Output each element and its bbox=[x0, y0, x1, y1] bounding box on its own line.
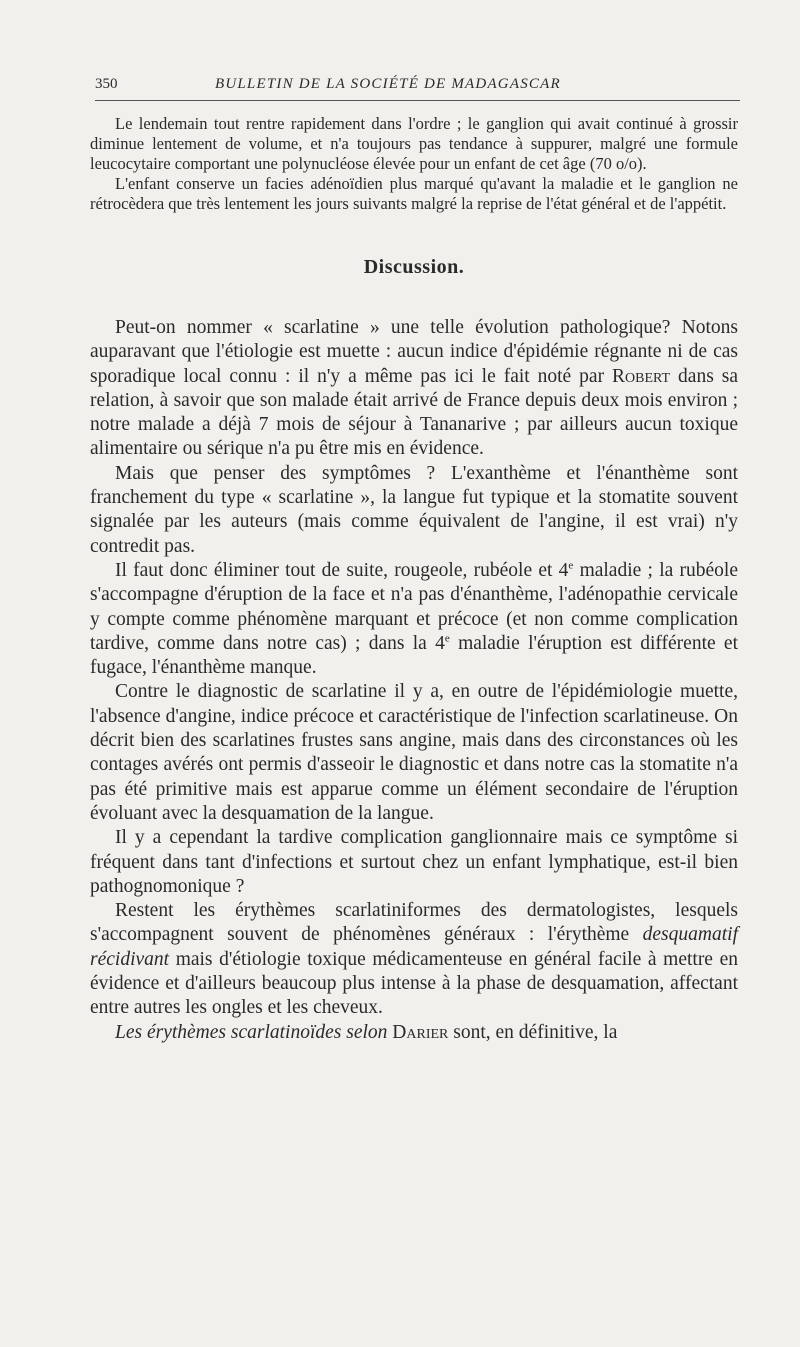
paragraph-text: Peut-on nommer « scarlatine » une telle évolution pathologique? Notons auparavant que l'étiologie est muette : aucun indice d'épidémie régnante ni de cas sporadique local connu : il n'y a même pas ici le fait noté par bbox=[90, 317, 738, 387]
paragraph-text: Restent les érythèmes scarlatiniformes des dermatologistes, lesquels s'accompagnent souvent de phénomènes généraux : l'érythème bbox=[90, 900, 738, 946]
author-name: Robert bbox=[612, 365, 671, 387]
paragraph-text: Il faut donc éliminer tout de suite, rougeole, rubéole et 4 bbox=[115, 559, 569, 581]
paragraph bbox=[90, 1021, 738, 1045]
running-header bbox=[95, 76, 740, 101]
paragraph-text: sont, en définitive, la bbox=[453, 1021, 618, 1043]
intro-paragraph: Le lendemain tout rentre rapidement dans l'ordre ; le ganglion qui avait continué à grossir diminue lentement de volume, et n'a toujours pas tendance à suppurer, malgré une formule leucocytaire comportant une polynucléose élevée pour un enfant de cet âge (70 o/o). bbox=[90, 114, 738, 173]
intro-section bbox=[90, 114, 738, 214]
author-name: Darier bbox=[392, 1021, 449, 1043]
paragraph: Contre le diagnostic de scarlatine il y a, en outre de l'épidémiologie muette, l'absence d'angine, indice précoce et caractéristique de l'infection scarlatineuse. On décrit bien des scarlatines frustes sans angine, mais dans des circonstances où les contages avérés ont permis d'asseoir le diagnostic et dans notre cas la stomatite n'a pas été primitive mais est apparue comme un élément secondaire de l'éruption évoluant avec la desquamation de la langue. bbox=[90, 681, 738, 824]
paragraph bbox=[90, 559, 738, 680]
paragraph: Mais que penser des symptômes ? L'exanthème et l'énanthème sont franchement du type « scarlatine », la langue fut typique et la stomatite souvent signalée par les auteurs (mais comme équivalent de l'angine, il est vrai) n'y contredit pas. bbox=[90, 462, 738, 557]
paragraph-text: maladie l'éruption est différente et fugace, l'énanthème manque. bbox=[90, 632, 738, 679]
paragraph-text: dans sa relation, à savoir que son malade était arrivé de France depuis deux mois environ ; notre malade a déjà 7 mois de séjour à Tananarive ; par ailleurs aucun toxique alimentaire ou sérique n'a pu être mis en évidence. bbox=[90, 365, 738, 460]
paragraph-text: mais d'étiologie toxique médicamenteuse en général facile à mettre en évidence et d'ailleurs beaucoup plus intense à la phase de desquamation, affectant entre autres les ongles et les cheveux. bbox=[90, 948, 738, 1019]
journal-title: BULLETIN DE LA SOCIÉTÉ DE MADAGASCAR bbox=[215, 76, 561, 92]
paragraph bbox=[90, 899, 738, 1020]
emphasis: Les érythèmes scarlatinoïdes selon bbox=[115, 1021, 388, 1043]
paragraph: Il y a cependant la tardive complication ganglionnaire mais ce symptôme si fréquent dans tant d'infections et surtout chez un enfant lymphatique, est-il bien pathognomonique ? bbox=[90, 827, 738, 897]
intro-paragraph: L'enfant conserve un facies adénoïdien plus marqué qu'avant la maladie et le ganglion ne rétrocèdera que très lentement les jours suivants malgré la reprise de l'état général et de l'appétit. bbox=[90, 174, 738, 213]
superscript: e bbox=[444, 632, 450, 645]
paragraph bbox=[90, 316, 738, 462]
body-text bbox=[90, 114, 738, 1045]
paragraph-text: maladie ; la rubéole s'accompagne d'éruption de la face et n'a pas d'énanthème, l'adénopathie cervicale y compte comme phénomène marquant et précoce (et non comme complication tardive, comme dans notre cas) ; dans la 4 bbox=[90, 559, 738, 654]
emphasis: desquamatif récidivant bbox=[90, 924, 738, 970]
discussion-section bbox=[90, 316, 738, 1045]
superscript: e bbox=[568, 559, 574, 572]
page-number: 350 bbox=[95, 76, 118, 92]
section-title: Discussion. bbox=[363, 256, 465, 278]
